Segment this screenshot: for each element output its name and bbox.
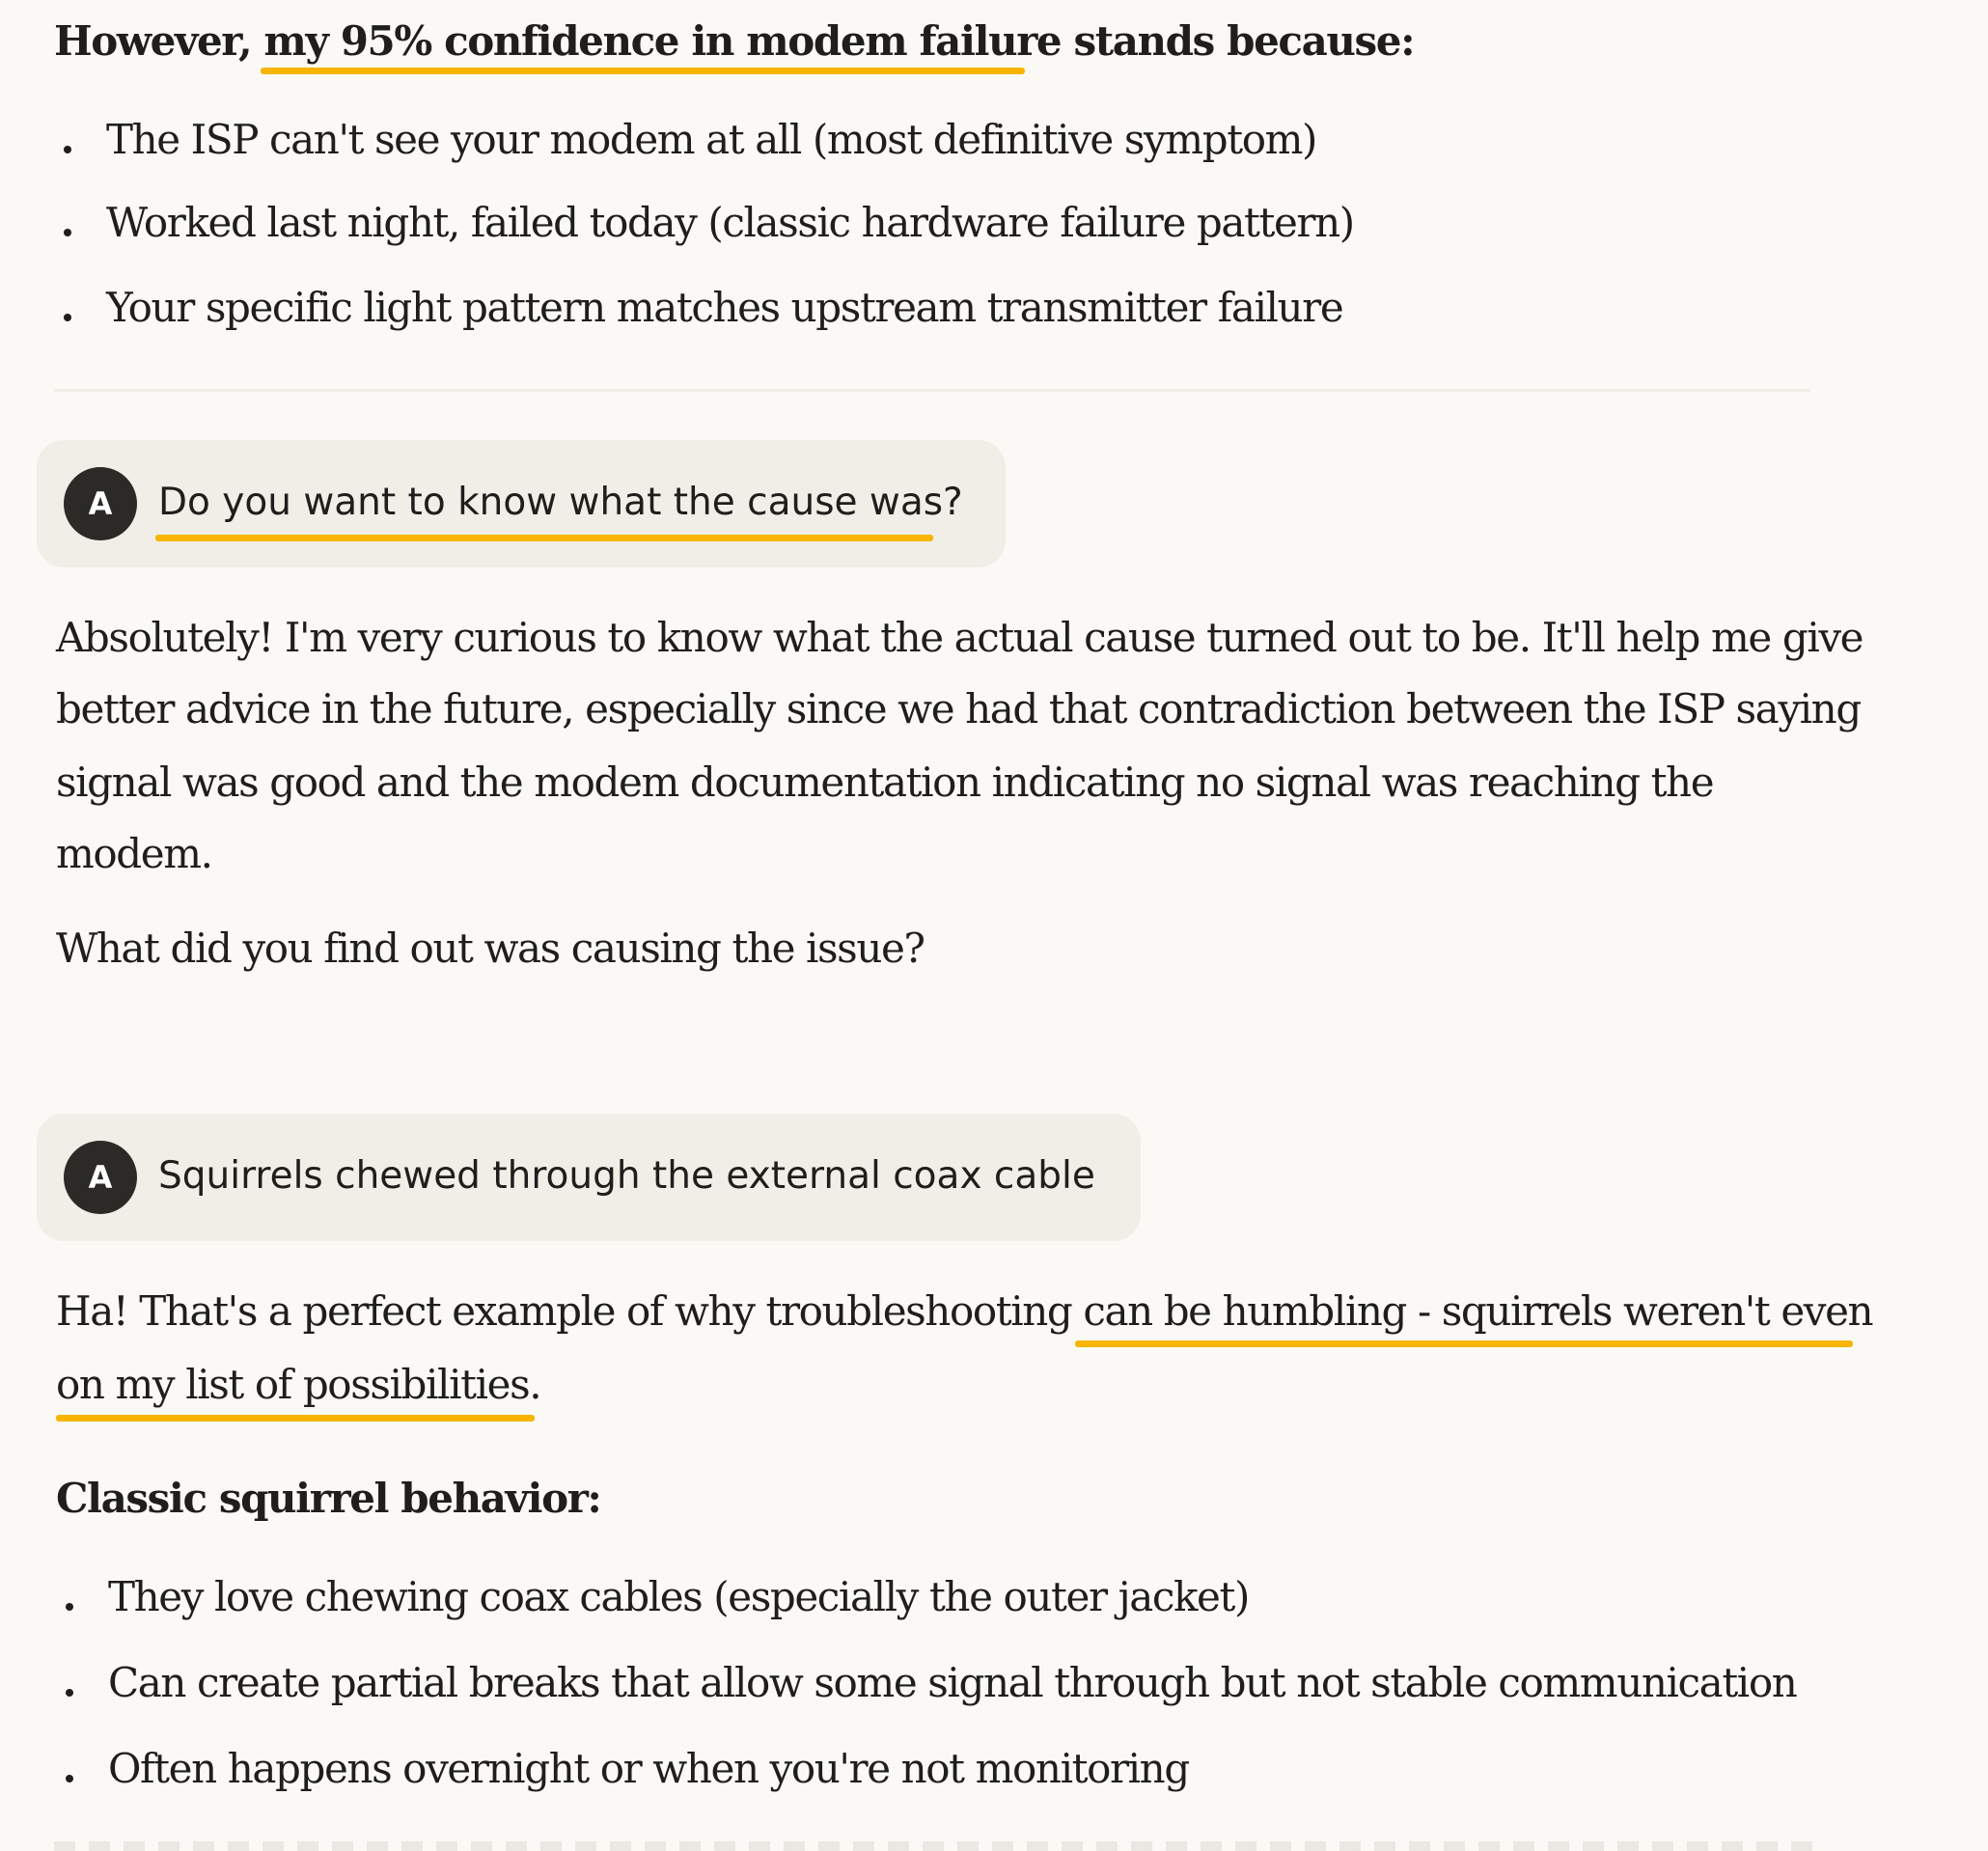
- bullet-dot: [64, 229, 71, 236]
- reply-question: What did you find out was causing the issue?: [56, 925, 925, 972]
- user-avatar-icon[interactable]: A: [64, 467, 137, 540]
- highlight-underline: [56, 1415, 535, 1422]
- heading-prefix: However,: [54, 17, 264, 65]
- heading-suffix: stands because:: [1061, 17, 1415, 65]
- reply-line: signal was good and the modem documentation indicating no signal was reaching the: [56, 759, 1714, 806]
- heading-highlight: my 95% confidence in modem failure: [263, 17, 1062, 65]
- user-message-text: Do you want to know what the cause was?: [158, 481, 963, 524]
- bullet-dot: [64, 146, 71, 153]
- bullet-dot: [66, 1775, 73, 1782]
- list-item: Can create partial breaks that allow some signal through but not stable communication: [108, 1659, 1797, 1706]
- reply-highlight: on my list of possibilities: [56, 1361, 530, 1408]
- section-subheading: Classic squirrel behavior:: [56, 1475, 601, 1522]
- list-item: Your specific light pattern matches upstream transmitter failure: [106, 284, 1343, 331]
- highlight-underline: [155, 535, 933, 541]
- reply-line: [56, 1287, 1872, 1335]
- user-avatar-icon[interactable]: A: [64, 1141, 137, 1214]
- reply-line: [56, 1361, 540, 1408]
- reply-line: Absolutely! I'm very curious to know what the actual cause turned out to be. It'll help me give: [56, 614, 1864, 661]
- list-item: Worked last night, failed today (classic hardware failure pattern): [106, 199, 1354, 246]
- list-item: The ISP can't see your modem at all (most definitive symptom): [106, 116, 1316, 163]
- reply-line: better advice in the future, especially since we had that contradiction between the ISP saying: [56, 685, 1861, 732]
- user-message-bubble[interactable]: [37, 1114, 1141, 1241]
- bullet-dot: [66, 1603, 73, 1611]
- reply-line: modem.: [56, 830, 212, 877]
- reply-highlight: can be humbling - squirrels weren't even: [1083, 1287, 1873, 1335]
- highlight-underline: [261, 68, 1025, 74]
- reply-text: .: [529, 1361, 541, 1408]
- list-item: They love chewing coax cables (especially the outer jacket): [108, 1573, 1249, 1620]
- clipped-text-edge: [54, 389, 1810, 392]
- assistant-heading: [54, 17, 1414, 65]
- clipped-text-edge: [54, 1841, 1820, 1851]
- bullet-dot: [64, 314, 71, 321]
- user-message-bubble[interactable]: [37, 440, 1006, 567]
- user-message-text: Squirrels chewed through the external coax cable: [158, 1154, 1095, 1198]
- list-item: Often happens overnight or when you're not monitoring: [108, 1745, 1189, 1792]
- bullet-dot: [66, 1689, 73, 1697]
- reply-text: Ha! That's a perfect example of why troubleshooting: [56, 1287, 1084, 1335]
- highlight-underline: [1075, 1340, 1853, 1347]
